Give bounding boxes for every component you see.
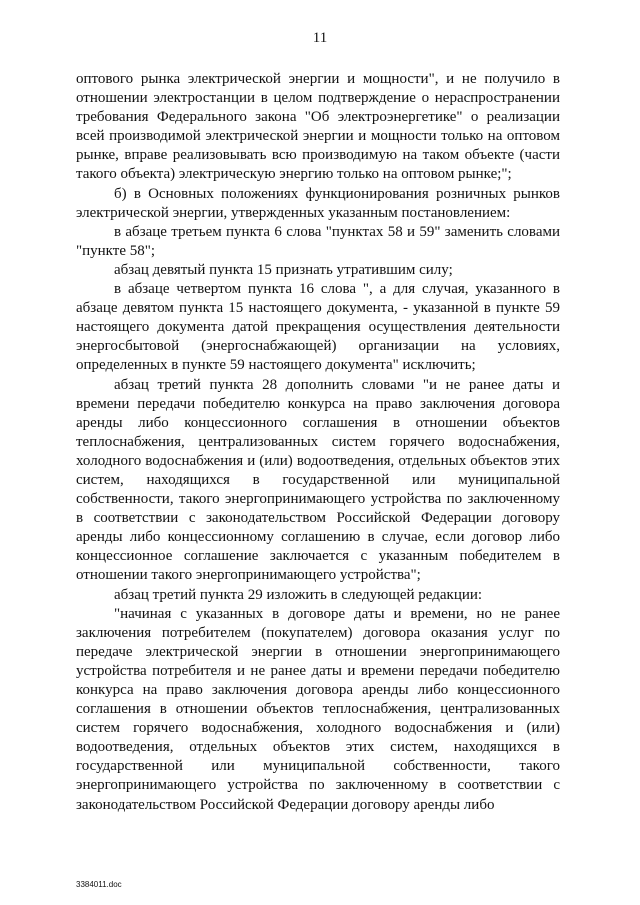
paragraph-new-wording: "начиная с указанных в договоре даты и времени, но не ранее заключения потребителем (покупателем) договора оказания услуг по передаче электрической энергии в отношении энергопринимающего устройства потребителя и не ранее даты и времени передачи победителю конкурса на право заключения договора аренды либо концессионного соглашения в отношении объектов теплоснабжения, централизованных систем горячего водоснабжения, холодного водоснабжения и (или) водоотведения, отдельных объектов этих систем, находящихся в государственной или муниципальной собственности, такого энергопринимающего устройства по заключенному в соответствии с законодательством Российской Федерации договору аренды либо bbox=[76, 605, 560, 813]
paragraph-continuation: оптового рынка электрической энергии и мощности", и не получило в отношении электростанции в целом подтверждение о нераспространении требования Федерального закона "Об электроэнергетике" о реализации всей производимой электрической энергии и мощности только на оптовом рынке, вправе реализовывать всю производимую на таком объекте (части такого объекта) электрическую энергию только на оптовом рынке;"; bbox=[76, 71, 560, 183]
paragraph-point-16: в абзаце четвертом пункта 16 слова ", а для случая, указанного в абзаце девятом пункта 15 настоящего документа, - указанной в пункте 59 настоящего документа датой прекращения осуществления деятельности энергосбытовой (энергоснабжающей) организации на условиях, определенных в пункте 59 настоящего документа" исключить; bbox=[76, 281, 560, 374]
paragraph-point-28: абзац третий пункта 28 дополнить словами "и не ранее даты и времени передачи победителю конкурса на право заключения договора аренды либо концессионного соглашения в отношении объектов теплоснабжения, централизованных систем горячего водоснабжения, холодного водоснабжения и (или) водоотведения, отдельных объектов этих систем, находящихся в государственной или муниципальной собственности, такого энергопринимающего устройства по заключенному в соответствии с законодательством Российской Федерации договору аренды либо концессионному соглашению в случае, если договор либо концессионное соглашение заключается с указанным победителем в отношении такого энергопринимающего устройства"; bbox=[76, 376, 560, 584]
page-number: 11 bbox=[312, 30, 328, 46]
document-body bbox=[76, 70, 560, 815]
paragraph-point-6: в абзаце третьем пункта 6 слова "пунктах 58 и 59" заменить словами "пункте 58"; bbox=[76, 223, 560, 259]
paragraph-point-29: абзац третий пункта 29 изложить в следующей редакции: bbox=[114, 586, 483, 603]
paragraph-point-15: абзац девятый пункта 15 признать утратившим силу; bbox=[114, 261, 453, 278]
footer-file-code: 3384011.doc bbox=[76, 880, 122, 889]
paragraph-item-b: б) в Основных положениях функционирования розничных рынков электрической энергии, утвержденных указанным постановлением: bbox=[76, 185, 560, 221]
